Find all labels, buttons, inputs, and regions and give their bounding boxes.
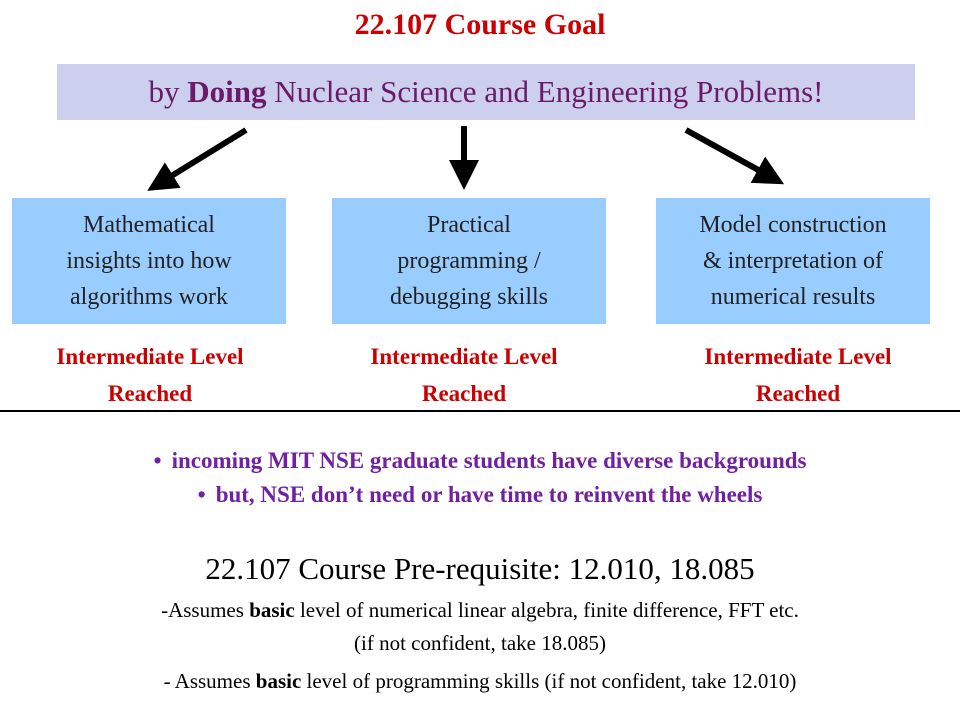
box-line: debugging skills	[389, 284, 548, 310]
box-line: insights into how	[66, 248, 232, 274]
level-line: Intermediate Level	[370, 344, 558, 369]
note-text: level of programming skills (if not confident, take 12.010)	[301, 669, 797, 693]
level-label-model	[638, 338, 958, 412]
level-line: Reached	[755, 381, 841, 406]
page-title: 22.107 Course Goal	[354, 8, 606, 41]
arrows-diagram	[0, 120, 960, 200]
note-emphasis: basic	[255, 669, 302, 693]
box-line: Practical	[427, 212, 511, 238]
bullet-item	[0, 482, 960, 508]
assumption-note-2: (if not confident, take 18.085)	[354, 631, 606, 655]
note-text: level of numerical linear algebra, finite difference, FFT etc.	[294, 598, 799, 622]
arrow-left	[160, 130, 246, 183]
banner-prefix: by	[148, 74, 188, 109]
assumption-note-1	[0, 598, 960, 623]
box-line: Mathematical	[83, 212, 215, 238]
note-emphasis: basic	[249, 598, 295, 622]
arrow-right	[686, 130, 771, 177]
bullet-text: incoming MIT NSE graduate students have diverse backgrounds	[171, 448, 807, 473]
box-line: algorithms work	[70, 284, 228, 310]
bullet-icon: •	[197, 482, 206, 507]
assumption-note-3	[0, 669, 960, 694]
box-line: programming /	[397, 248, 541, 274]
bullet-text: but, NSE don’t need or have time to reinvent the wheels	[215, 482, 763, 507]
level-line: Intermediate Level	[704, 344, 892, 369]
box-line: & interpretation of	[703, 248, 883, 274]
level-label-programming	[304, 338, 624, 412]
bullet-icon: •	[153, 448, 162, 473]
note-text: -Assumes	[161, 598, 250, 622]
box-line: Model construction	[699, 212, 887, 238]
banner-emphasis: Doing	[187, 74, 267, 109]
goal-banner	[57, 64, 915, 120]
banner-suffix: Nuclear Science and Engineering Problems!	[266, 74, 824, 109]
box-line: numerical results	[710, 284, 876, 310]
goal-box-programming	[332, 198, 606, 324]
divider	[0, 410, 960, 412]
prerequisite-heading: 22.107 Course Pre-requisite: 12.010, 18.085	[205, 551, 755, 586]
bullet-item	[0, 448, 960, 474]
level-line: Reached	[421, 381, 507, 406]
level-label-math	[0, 338, 310, 412]
level-line: Reached	[107, 381, 193, 406]
note-text: - Assumes	[163, 669, 256, 693]
level-line: Intermediate Level	[56, 344, 244, 369]
goal-box-model	[656, 198, 930, 324]
goal-box-math	[12, 198, 286, 324]
